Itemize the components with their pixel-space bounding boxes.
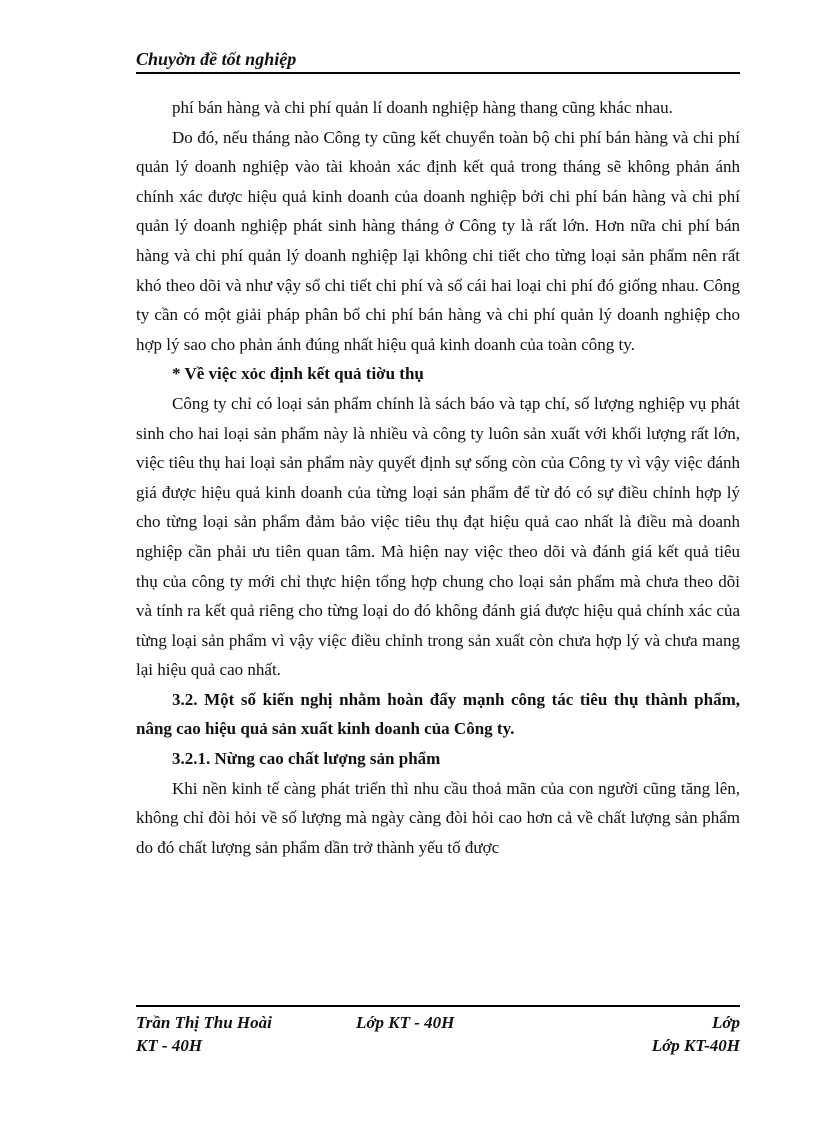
page-footer <box>136 1005 740 1057</box>
header-title: Chuyờn đề tốt nghiệp <box>136 49 297 69</box>
paragraph: Do đó, nếu tháng nào Công ty cũng kết chuyển toàn bộ chi phí bán hàng và chi phí quản lý doanh nghiệp vào tài khoản xác định kết quả trong tháng sẽ không phản ánh chính xác được hiệu quả kinh doanh của doanh nghiệp bởi chi phí bán hàng và chi phí quản lý doanh nghiệp phát sinh hàng tháng ở Công ty là rất lớn. Hơn nữa chi phí bán hàng và chi phí quản lý doanh nghiệp lại không chi tiết cho từng loại sản phẩm nên rất khó theo dõi và như vậy sổ chi tiết chi phí và sổ cái hai loại chi phí đó giống nhau. Công ty cần có một giải pháp phân bổ chi phí bán hàng và chi phí quản lý doanh nghiệp cho hợp lý sao cho phản ánh đúng nhất hiệu quả kinh doanh của toàn công ty. <box>136 127 740 354</box>
section-subheading: * Về việc xỏc định kết quả tiờu thụ <box>172 364 424 384</box>
footer-class: Lớp KT - 40H <box>356 1013 455 1032</box>
footer-class-right: Lớp KT-40H <box>651 1036 740 1055</box>
footer-author: Trần Thị Thu Hoài <box>136 1013 272 1032</box>
subsection-heading: 3.2.1. Nừng cao chất lượng sản phẩm <box>172 749 441 769</box>
page-header <box>136 48 740 74</box>
section-heading: 3.2. Một số kiến nghị nhằm hoàn đẩy mạnh công tác tiêu thụ thành phẩm, nâng cao hiệu quả sản xuất kinh doanh của Công ty. <box>136 689 740 739</box>
footer-class-label: Lớp <box>711 1013 740 1032</box>
footer-class-code: KT - 40H <box>136 1036 203 1055</box>
paragraph: Khi nền kinh tế càng phát triển thì nhu cầu thoả mãn của con người cũng tăng lên, không chỉ đòi hỏi về số lượng mà ngày càng đòi hỏi cao hơn cả về chất lượng sản phẩm do đó chất lượng sản phẩm dần trở thành yếu tố được <box>136 778 740 857</box>
paragraph: Công ty chỉ có loại sản phẩm chính là sách báo và tạp chí, số lượng nghiệp vụ phát sinh cho hai loại sản phẩm này là nhiều và công ty luôn sản xuất với khối lượng rất lớn, việc tiêu thụ hai loại sản phẩm này quyết định sự sống còn của Công ty vì vậy việc đánh giá được hiệu quả kinh doanh của từng loại sản phẩm để từ đó có sự điều chỉnh hợp lý cho từng loại sản phẩm đảm bảo việc tiêu thụ đạt hiệu quả cao nhất là điều mà doanh nghiệp cần phải ưu tiên quan tâm. Mà hiện nay việc theo dõi và đánh giá kết quả tiêu thụ của công ty mới chỉ thực hiện tổng hợp chung cho loại sản phẩm mà chưa theo dõi và tính ra kết quả riêng cho từng loại do đó không đánh giá được hiệu quả chính xác của từng loại sản phẩm vì vậy việc điều chỉnh trong sản xuất còn chưa hợp lý và chưa mang lại hiệu quả cao nhất. <box>136 393 740 680</box>
document-body <box>136 93 740 862</box>
footer-row-2 <box>136 1034 740 1057</box>
paragraph-continuation: phí bán hàng và chi phí quản lí doanh nghiệp hàng thang cũng khác nhau. <box>172 98 673 117</box>
footer-row-1 <box>136 1011 740 1034</box>
